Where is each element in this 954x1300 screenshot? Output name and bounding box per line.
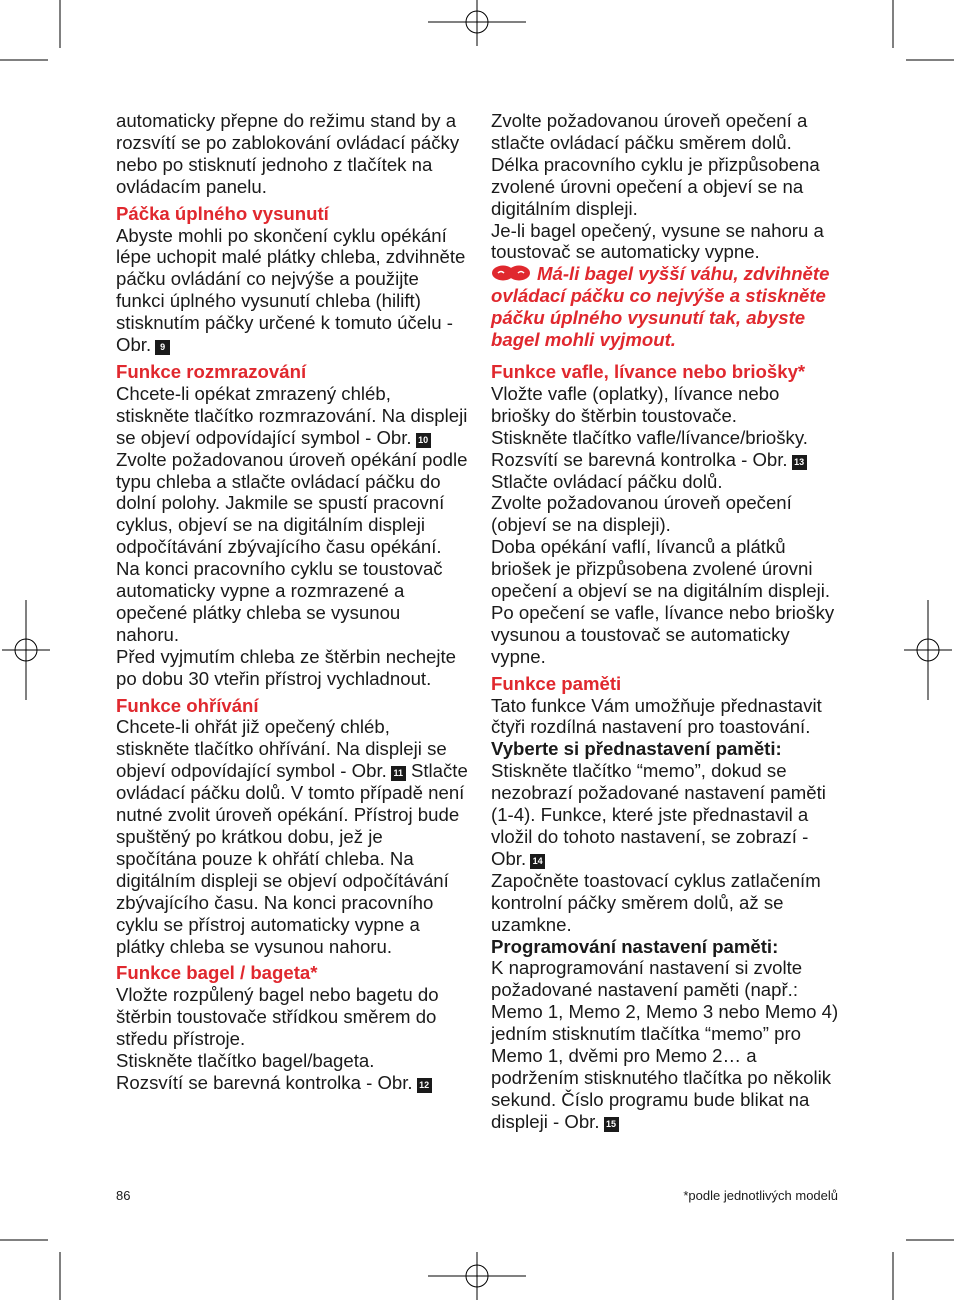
figure-badge-9: 9 [155,340,170,355]
heading-waffle: Funkce vafle, lívance nebo briošky* [491,360,806,382]
hands-warning-icon [491,265,531,281]
paragraph-memory-intro: Tato funkce Vám umožňuje přednastavit čtyři rozdílná nastavení pro toastování. [491,694,822,738]
subheading-select-preset: Vyberte si přednastavení paměti: [491,738,782,760]
paragraph-bagel-button: Stiskněte tlačítko bagel/bageta. [116,1050,375,1072]
paragraph-waffle-done: Po opečení se vafle, lívance nebo briošky vysunou a toustovač se automaticky vypne. [491,601,835,667]
heading-reheat: Funkce ohřívání [116,694,259,716]
left-column [116,110,468,1094]
heading-hilift: Páčka úplného vysunutí [116,202,329,224]
footnote-models: *podle jednotlivých modelů [683,1188,838,1203]
heading-defrost: Funkce rozmrazování [116,360,307,382]
paragraph-waffle-lever: Stlačte ovládací páčku dolů. [491,470,723,492]
paragraph-bagel-insert: Vložte rozpůlený bagel nebo bagetu do štěrbin toustovače střídkou směrem do středu přístroje. [116,984,439,1050]
paragraph-waffle-level: Zvolte požadovanou úroveň opečení (objeví se na displeji). [491,492,792,536]
intro-paragraph: automaticky přepne do režimu stand by a rozsvítí se po zablokování ovládací páčky nebo po stisknutí jednoho z tlačítek na ovládacím panelu. [116,110,460,197]
heading-bagel: Funkce bagel / bageta* [116,962,318,984]
paragraph-defrost-cool: Před vyjmutím chleba ze štěrbin nechejte po dobu 30 vteřin přístroj vychladnout. [116,645,457,689]
figure-badge-14: 14 [530,854,545,869]
paragraph-memory-select: Stiskněte tlačítko “memo”, dokud se nezobrazí požadované nastavení paměti (1-4). Funkce, které jste přednastavil a vložil do tohoto nastavení, se zobrazí - Obr. 14 [491,760,826,869]
right-column [491,110,843,1133]
warning-note: Má-li bagel vyšší váhu, zdvihněte ovládací páčku co nejvýše a stiskněte páčku úplného vysunutí tak, abyste bagel mohli vyjmout. [491,263,830,351]
figure-badge-15: 15 [604,1117,619,1132]
paragraph-bagel-done: Je-li bagel opečený, vysune se nahoru a toustovač se automaticky vypne. [491,219,824,263]
figure-badge-10: 10 [416,433,431,448]
paragraph-memory-start: Započněte toastovací cyklus zatlačením kontrolní páčky směrem dolů, až se uzamkne. [491,869,821,935]
paragraph-waffle-button: Stiskněte tlačítko vafle/lívance/briošky. [491,426,808,448]
paragraph-reheat: Chcete-li ohřát již opečený chléb, stiskněte tlačítko ohřívání. Na displeji se objeví odpovídající symbol - Obr. 11 Stlačte ovládací páčku dolů. V tomto případě není nutné zvolit úroveň opékání. Přístroj bude spuštěný po krátkou dobu, jež je spočítána pouze k ohřátí chleba. Na digitálním displeji se objeví odpočítávání zbývajícího času. Na konci pracovního cyklu se přístroj automaticky vypne a plátky chleba se vysunou nahoru. [116,716,468,957]
paragraph-hilift: Abyste mohli po skončení cyklu opékání lépe uchopit malé plátky chleba, zdvihněte páčku ovládání co nejvýše a použijte funkci úplného vysunutí chleba (hilift) stisknutím páčky určené k tomuto účelu - Obr. 9 [116,224,466,356]
paragraph-memory-program: K naprogramování nastavení si zvolte požadované nastavení paměti (např.: Memo 1, Memo 2, Memo 3 nebo Memo 4) jedním stisknutím tlačítka “memo” pro Memo 1, dvěmi pro Memo 2… a podržením stisknutého tlačítka po několik sekund. Číslo programu bude blikat na displeji - Obr. 15 [491,957,839,1132]
figure-badge-12: 12 [417,1078,432,1093]
paragraph-bagel-level: Zvolte požadovanou úroveň opečení a stlačte ovládací páčku směrem dolů. Délka pracovního cyklu je přizpůsobena zvolené úrovni opečení a objeví se na digitálním displeji. [491,110,820,219]
paragraph-waffle-time: Doba opékání vaflí, lívanců a plátků briošek je přizpůsobena zvolené úrovni opečení a objeví se na digitálním displeji. [491,536,831,602]
paragraph-bagel-light: Rozsvítí se barevná kontrolka - Obr. 12 [116,1072,468,1094]
heading-memory: Funkce paměti [491,672,622,694]
paragraph-defrost: Chcete-li opékat zmrazený chléb, stiskněte tlačítko rozmrazování. Na displeji se objeví odpovídající symbol - Obr. 10 Zvolte požadovanou úroveň opékání podle typu chleba a stlačte ovládací páčku do dolní polohy. Jakmile se spustí pracovní cyklus, objeví se na digitálním displeji odpočítávání zbývajícího času opékání. Na konci pracovního cyklu se toustovač automaticky vypne a rozmrazené a opečené plátky chleba se vysunou nahoru. [116,382,468,645]
figure-badge-11: 11 [391,766,406,781]
page-number: 86 [116,1188,131,1203]
paragraph-waffle-insert: Vložte vafle (oplatky), lívance nebo briošky do štěrbin toustovače. [491,382,780,426]
paragraph-waffle-light: Rozsvítí se barevná kontrolka - Obr. 13 [491,449,843,471]
figure-badge-13: 13 [792,455,807,470]
subheading-program-preset: Programování nastavení paměti: [491,935,779,957]
